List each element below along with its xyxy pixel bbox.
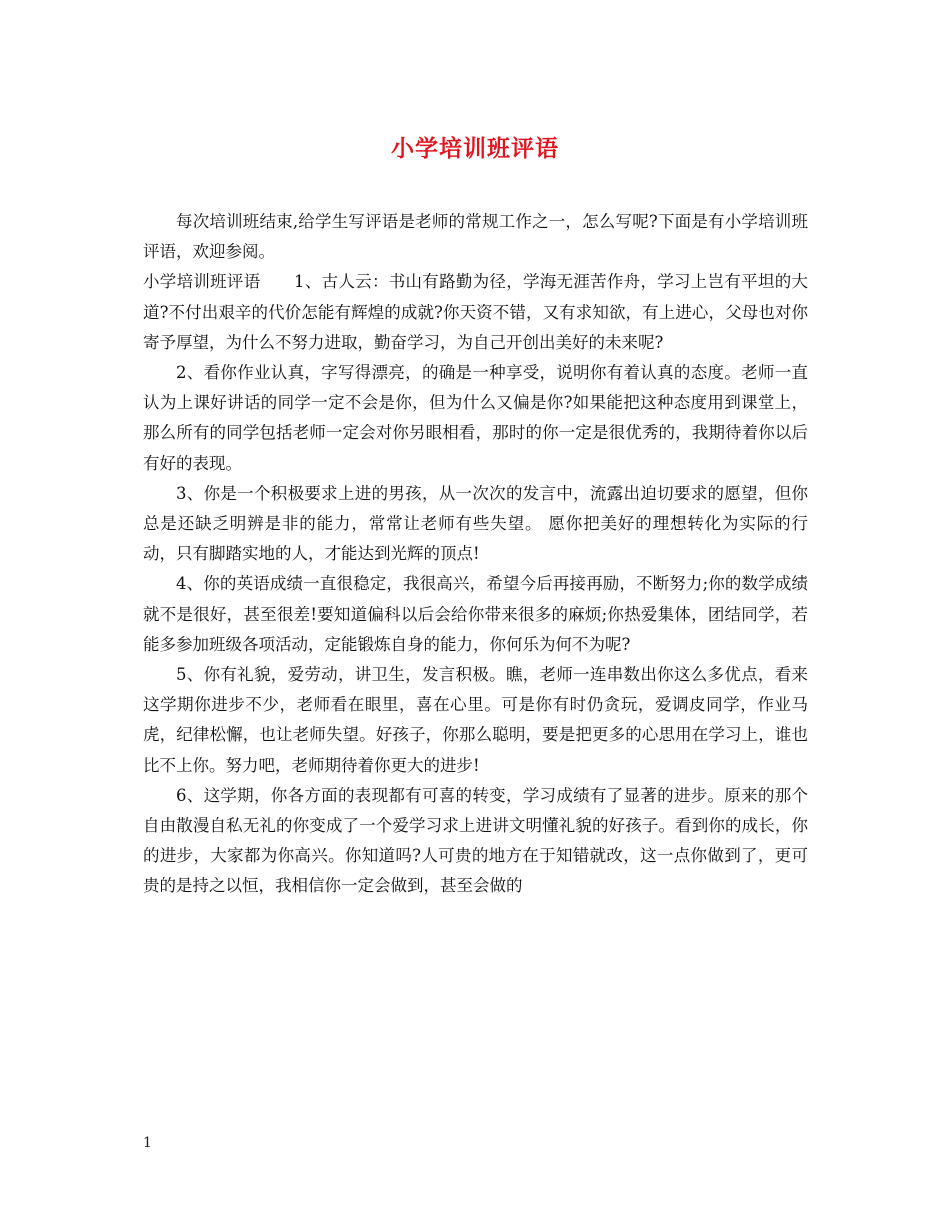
page-number: 1 bbox=[143, 1135, 152, 1151]
paragraph-comment-5: 5、你有礼貌，爱劳动，讲卫生，发言积极。瞧，老师一连串数出你这么多优点，看来这学期你进步不少，老师看在眼里，喜在心里。可是你有时仍贪玩，爱调皮同学，作业马虎，纪律松懈，也让老师失望。好孩子，你那么聪明，要是把更多的心思用在学习上，谁也比不上你。努力吧，老师期待着你更大的进步! bbox=[143, 665, 808, 775]
paragraph-comment-2: 2、看你作业认真，字写得漂亮，的确是一种享受，说明你有着认真的态度。老师一直认为上课好讲话的同学一定不会是你，但为什么又偏是你?如果能把这种态度用到课堂上，那么所有的同学包括老师一定会对你另眼相看，那时的你一定是很优秀的，我期待着你以后有好的表现。 bbox=[143, 363, 808, 473]
paragraph-comment-3: 3、你是一个积极要求上进的男孩，从一次次的发言中，流露出迫切要求的愿望，但你总是还缺乏明辨是非的能力，常常让老师有些失望。 愿你把美好的理想转化为实际的行动，只有脚踏实地的人，才能达到光辉的顶点! bbox=[143, 483, 808, 564]
document-title: 小学培训班评语 bbox=[391, 135, 559, 162]
paragraph-comment-1: 小学培训班评语 1、古人云：书山有路勤为径，学海无涯苦作舟，学习上岂有平坦的大道?不付出艰辛的代价怎能有辉煌的成就?你天资不错，又有求知欲，有上进心，父母也对你寄予厚望，为什么不努力进取，勤奋学习，为自己开创出美好的未来呢? bbox=[143, 272, 808, 352]
paragraph-comment-6: 6、这学期，你各方面的表现都有可喜的转变，学习成绩有了显著的进步。原来的那个自由散漫自私无礼的你变成了一个爱学习求上进讲文明懂礼貌的好孩子。看到你的成长，你的进步，大家都为你高兴。你知道吗?人可贵的地方在于知错就改，这一点你做到了，更可贵的是持之以恒，我相信你一定会做到，甚至会做的 bbox=[143, 785, 808, 896]
paragraph-intro: 每次培训班结束,给学生写评语是老师的常规工作之一，怎么写呢?下面是有小学培训班评语，欢迎参阅。 bbox=[143, 212, 808, 262]
document-body bbox=[143, 207, 808, 902]
paragraph-comment-4: 4、你的英语成绩一直很稳定，我很高兴，希望今后再接再励，不断努力;你的数学成绩就不是很好，甚至很差!要知道偏科以后会给你带来很多的麻烦;你热爱集体，团结同学，若能多参加班级各项活动，定能锻炼自身的能力，你何乐为何不为呢? bbox=[143, 574, 808, 654]
